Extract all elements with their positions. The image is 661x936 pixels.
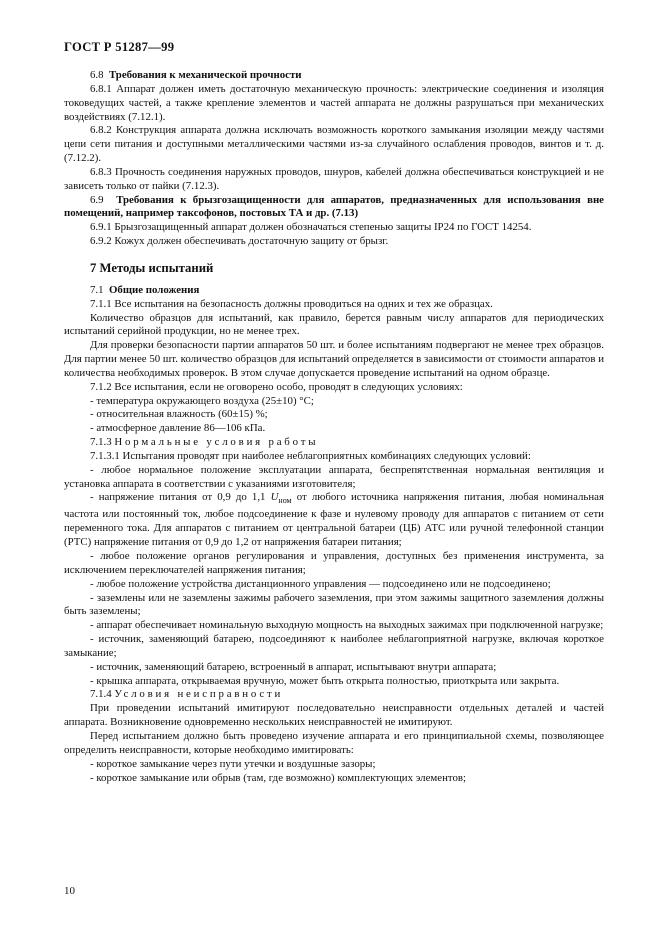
page-number: 10 — [64, 885, 75, 897]
fault-paragraph: Перед испытанием должно быть проведено изучение аппарата и его принципиальной схемы, позволяющее определить неисправности, которые необходимо имитировать: — [64, 729, 604, 756]
document-body — [64, 69, 604, 785]
paragraph-7-1-1-count: Количество образцов для испытаний, как правило, берется равным числу аппаратов для периодических испытаний серийной продукции, но не менее трех. — [64, 311, 604, 338]
paragraph-7-1-2: 7.1.2 Все испытания, если не оговорено особо, проводят в следующих условиях: — [90, 380, 463, 393]
section-7-1-4-heading: 7.1.4 Условия неисправности — [90, 688, 284, 701]
normal-condition-item: - источник, заменяющий батарею, встроенный в аппарат, испытывают внутри аппарата; — [90, 660, 497, 673]
normal-condition-item: - любое положение органов регулирования и управления, доступных без применения инструмента, за исключением переключателей напряжения питания; — [64, 550, 604, 576]
paragraph-6-8-1: 6.8.1 Аппарат должен иметь достаточную механическую прочность: электрические соединения и изоляция токоведущих частей, а также крепление элементов и частей аппарата не должны разрушаться при механических воздействиях (7.12.1). — [64, 82, 604, 123]
normal-condition-item: - источник, заменяющий батарею, подсоединяют к наиболее неблагоприятной нагрузке, включая короткое замыкание; — [64, 633, 604, 659]
paragraph-6-9-2: 6.9.2 Кожух должен обеспечивать достаточную защиту от брызг. — [90, 235, 389, 248]
normal-condition-item: - любое нормальное положение эксплуатации аппарата, беспрепятственная нормальная вентиляция и установка аппарата в соответствии с указаниями изготовителя; — [64, 463, 604, 490]
paragraph-7-1-1-batch: Для проверки безопасности партии аппаратов 50 шт. и более испытаниям подвергают не менее трех образцов. Для партии менее 50 шт. количество образцов для испытаний определяется в зависимости от стоимости аппаратов и количества необходимых проверок. В этом случае допускается проведение испытаний на одном образце. — [64, 339, 604, 379]
normal-condition-item: - аппарат обеспечивает номинальную выходную мощность на выходных зажимах при подключенной нагрузке; — [90, 619, 604, 632]
condition-temperature: - температура окружающего воздуха (25±10) °С; — [90, 394, 314, 407]
paragraph-6-8-3: 6.8.3 Прочность соединения наружных проводов, шнуров, кабелей должна обеспечиваться конструкцией и не зависеть только от пайки (7.12.3). — [64, 165, 604, 192]
fault-item: - короткое замыкание или обрыв (там, где возможно) комплектующих элементов; — [90, 771, 467, 784]
fault-item: - короткое замыкание через пути утечки и воздушные зазоры; — [90, 757, 376, 770]
section-7-1-3-heading: 7.1.3 Нормальные условия работы — [90, 436, 319, 449]
paragraph-6-8-2: 6.8.2 Конструкция аппарата должна исключать возможность короткого замыкания изоляции между частями цепи сети питания и доступными металлическими частями из-за случайного ослабления проводов, винтов и т. д. (7.12.2). — [64, 124, 604, 165]
document-header: ГОСТ Р 51287—99 — [64, 40, 175, 54]
paragraph-6-9-1: 6.9.1 Брызгозащищенный аппарат должен обозначаться степенью защиты IP24 по ГОСТ 14254. — [90, 221, 532, 234]
section-7-1-heading: 7.1 Общие положения — [90, 283, 200, 296]
section-6-8-heading: 6.8 Требования к механической прочности — [90, 69, 302, 81]
condition-humidity: - относительная влажность (60±15) %; — [90, 408, 268, 421]
paragraph-7-1-1: 7.1.1 Все испытания на безопасность должны проводиться на одних и тех же образцах. — [90, 297, 493, 310]
normal-condition-item: - любое положение устройства дистанционного управления — подсоединено или не подсоединено; — [90, 577, 551, 590]
fault-paragraph: При проведении испытаний имитируют последовательно неисправности отдельных деталей и частей аппарата. Возникновение одновременно нескольких неисправностей не имитируют. — [64, 702, 604, 729]
section-6-9-heading: 6.9 Требования к брызгозащищенности для аппаратов, предназначенных для использования вне помещений, например таксофонов, постовых ТА и др. (7.13) — [64, 193, 604, 220]
normal-condition-item: - крышка аппарата, открываемая вручную, может быть открыта полностью, приоткрыта или закрыта. — [90, 674, 560, 687]
section-7-title: 7 Методы испытаний — [90, 260, 214, 275]
condition-pressure: - атмосферное давление 86—106 кПа. — [90, 422, 266, 435]
paragraph-7-1-3-1: 7.1.3.1 Испытания проводят при наиболее неблагоприятных комбинациях следующих условий: — [90, 449, 531, 462]
normal-condition-voltage: - напряжение питания от 0,9 до 1,1 $U_{ном}$ от любого источника напряжения питания, любая номинальная частота или постоянный ток, любое подсоединение к фазе и нулевому проводу для аппаратов с питанием от сети переменного тока. Для аппаратов с питанием от центральной батареи (ЦБ) АТС или ручной телефонной станции (РТС) напряжение питания от 0,9 до 1,2 от напряжения батареи питания; — [64, 491, 604, 549]
normal-condition-item: - заземлены или не заземлены зажимы рабочего заземления, при этом зажимы защитного заземления должны быть заземлены; — [64, 591, 604, 618]
